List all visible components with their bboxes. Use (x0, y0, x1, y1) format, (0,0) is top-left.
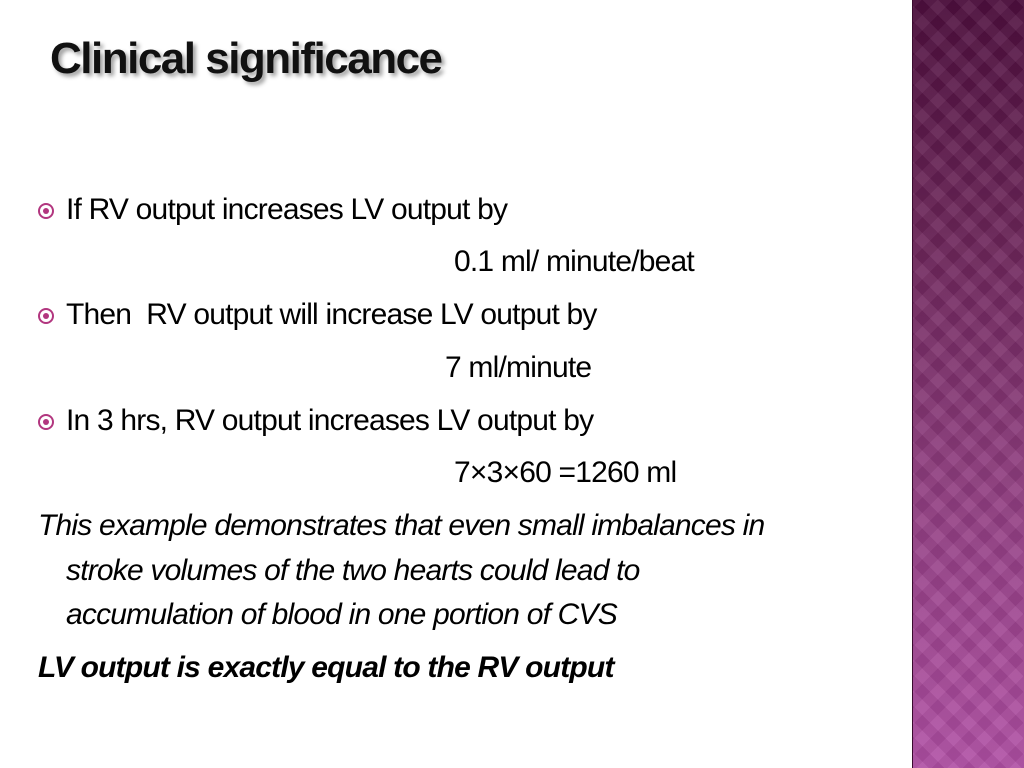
bullet-value-2: 7 ml/minute (445, 351, 592, 384)
bullet-icon (38, 203, 54, 219)
bullet-icon (38, 414, 54, 430)
note-line-1: This example demonstrates that even small imbalances in (38, 509, 765, 542)
bullet-text-3: In 3 hrs, RV output increases LV output by (66, 404, 594, 437)
decorative-side-band (912, 0, 1024, 768)
bullet-icon (38, 308, 54, 324)
note-line-3: accumulation of blood in one portion of CVS (66, 598, 617, 631)
bullet-text-1: If RV output increases LV output by (66, 193, 508, 226)
bullet-value-1: 0.1 ml/ minute/beat (454, 245, 694, 278)
bullet-value-3: 7×3×60 =1260 ml (454, 456, 677, 489)
bullet-text-2: Then RV output will increase LV output by (66, 298, 597, 331)
note-line-2: stroke volumes of the two hearts could lead to (66, 554, 640, 587)
slide-title: Clinical significance (50, 34, 442, 83)
conclusion-text: LV output is exactly equal to the RV output (38, 651, 614, 684)
